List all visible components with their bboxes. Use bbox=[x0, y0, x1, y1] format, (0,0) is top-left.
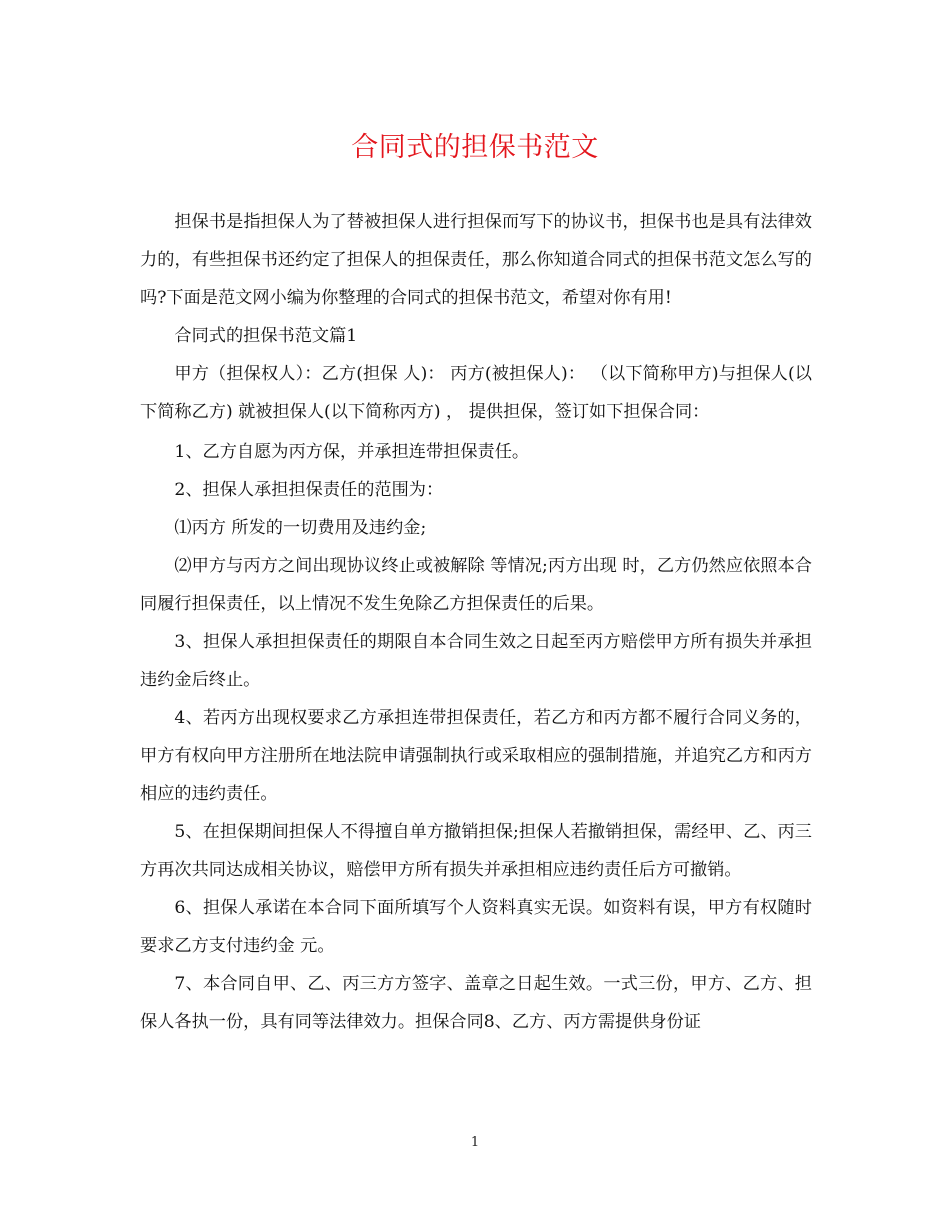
paragraph-section-heading: 合同式的担保书范文篇1 bbox=[174, 326, 358, 346]
paragraph-intro: 担保书是指担保人为了替被担保人进行担保而写下的协议书，担保书也是具有法律效力的，有些担保书还约定了担保人的担保责任，那么你知道合同式的担保书范文怎么写的吗?下面是范文网小编为你整理的合同式的担保书范文，希望对你有用! bbox=[140, 212, 812, 308]
paragraph-clause-2-2: ⑵甲方与丙方之间出现协议终止或被解除 等情况;丙方出现 时，乙方仍然应依照本合同履行担保责任，以上情况不发生免除乙方担保责任的后果。 bbox=[140, 556, 812, 614]
paragraph-parties: 甲方（担保权人）：乙方(担保 人)： 丙方(被担保人)： （以下简称甲方)与担保人(以下简称乙方) 就被担保人(以下简称丙方) ， 提供担保，签订如下担保合同： bbox=[140, 364, 812, 422]
paragraph-clause-4: 4、若丙方出现权要求乙方承担连带担保责任，若乙方和丙方都不履行合同义务的，甲方有权向甲方注册所在地法院申请强制执行或采取相应的强制措施，并追究乙方和丙方相应的违约责任。 bbox=[140, 708, 812, 804]
paragraph-clause-5: 5、在担保期间担保人不得擅自单方撤销担保;担保人若撤销担保，需经甲、乙、丙三方再次共同达成相关协议，赔偿甲方所有损失并承担相应违约责任后方可撤销。 bbox=[140, 822, 812, 880]
paragraph-clause-2: 2、担保人承担担保责任的范围为： bbox=[174, 480, 444, 500]
document-title: 合同式的担保书范文 bbox=[351, 132, 599, 163]
paragraph-clause-7: 7、本合同自甲、乙、丙三方方签字、盖章之日起生效。一式三份，甲方、乙方、担保人各执一份，具有同等法律效力。担保合同8、乙方、丙方需提供身份证 bbox=[140, 974, 812, 1032]
page-number: 1 bbox=[470, 1135, 480, 1150]
paragraph-clause-2-1: ⑴丙方 所发的一切费用及违约金; bbox=[174, 518, 427, 538]
document-body bbox=[140, 203, 812, 1041]
paragraph-clause-6: 6、担保人承诺在本合同下面所填写个人资料真实无误。如资料有误，甲方有权随时要求乙方支付违约金 元。 bbox=[140, 898, 812, 956]
paragraph-clause-3: 3、担保人承担担保责任的期限自本合同生效之日起至丙方赔偿甲方所有损失并承担违约金后终止。 bbox=[140, 632, 812, 690]
paragraph-clause-1: 1、乙方自愿为丙方保，并承担连带担保责任。 bbox=[174, 442, 530, 462]
